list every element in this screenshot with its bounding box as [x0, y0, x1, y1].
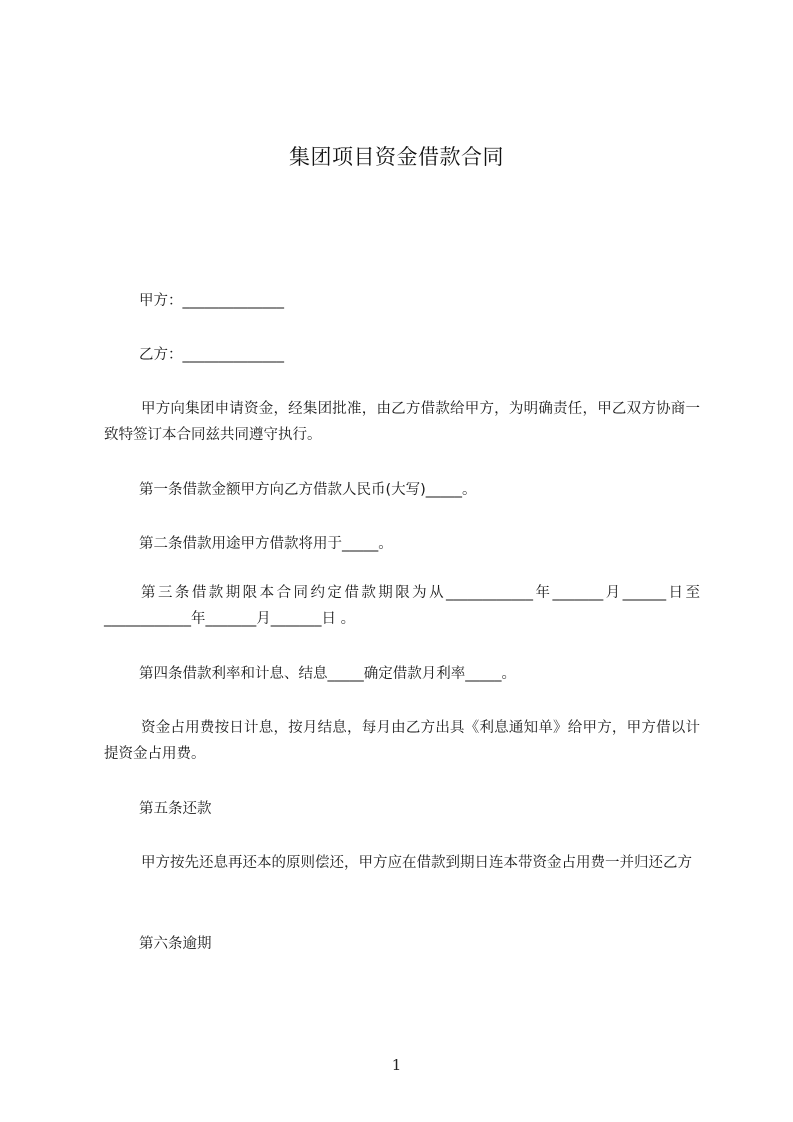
article-4: 第四条借款利率和计息、结息_____确定借款月利率_____。 [139, 666, 516, 682]
intro-paragraph: 甲方向集团申请资金，经集团批准，由乙方借款给甲方，为明确责任，甲乙双方协商一致特签订本合同兹共同遵守执行。 [104, 401, 700, 443]
article-3: 第三条借款期限本合同约定借款期限为从____________年_______月______日至____________年_______月_______日 。 [104, 585, 700, 627]
article-5-detail: 甲方按先还息再还本的原则偿还，甲方应在借款到期日连本带资金占用费一并归还乙方 [141, 855, 692, 871]
article-2: 第二条借款用途甲方借款将用于_____。 [139, 536, 393, 552]
article-5: 第五条还款 [139, 801, 212, 817]
article-6: 第六条逾期 [139, 936, 212, 952]
document-title: 集团项目资金借款合同 [289, 145, 504, 169]
page-number: 1 [391, 1056, 402, 1074]
article-4-detail: 资金占用费按日计息，按月结息，每月由乙方出具《利息通知单》给甲方，甲方借以计提资金占用费。 [104, 720, 700, 762]
party-b-line: 乙方：______________ [139, 347, 284, 363]
article-1: 第一条借款金额甲方向乙方借款人民币(大写)_____。 [139, 482, 477, 498]
party-a-line: 甲方：______________ [139, 293, 284, 309]
